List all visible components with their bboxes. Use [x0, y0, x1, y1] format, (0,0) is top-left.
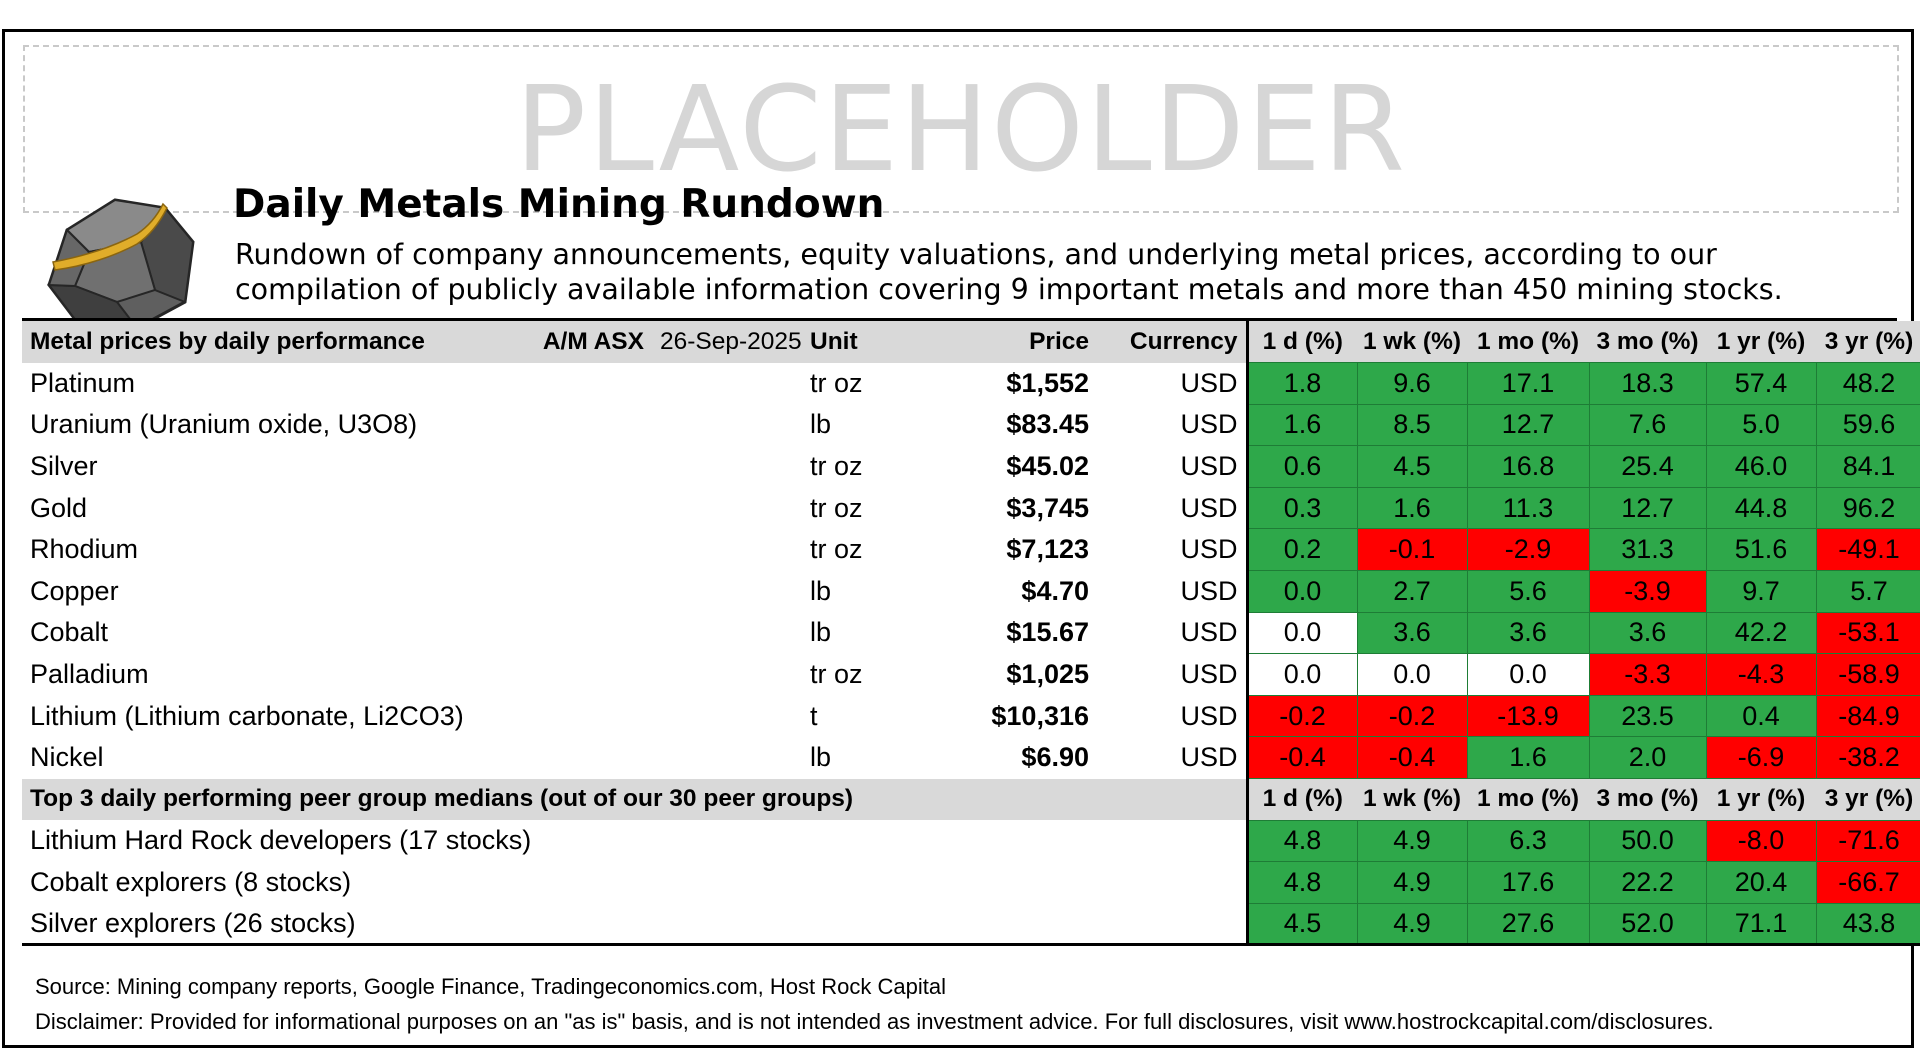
performance-cell: -0.4: [1247, 737, 1357, 779]
metal-row: [22, 654, 1920, 696]
performance-cell: 51.6: [1706, 529, 1816, 571]
metal-name: Nickel: [30, 742, 104, 773]
performance-cell: 4.8: [1247, 862, 1357, 904]
metal-price: $4.70: [1021, 575, 1089, 606]
performance-cell: 9.7: [1706, 571, 1816, 613]
peers-header-row: [22, 779, 1920, 821]
performance-cell: 44.8: [1706, 487, 1816, 529]
performance-cell: 22.2: [1589, 862, 1706, 904]
performance-cell: -0.2: [1247, 695, 1357, 737]
performance-cell: -4.3: [1706, 654, 1816, 696]
performance-cell: 12.7: [1589, 487, 1706, 529]
performance-cell: -66.7: [1816, 862, 1920, 904]
performance-cell: 0.2: [1247, 529, 1357, 571]
performance-cell: 59.6: [1816, 404, 1920, 446]
metal-currency: USD: [1180, 451, 1238, 482]
performance-cell: 50.0: [1589, 820, 1706, 862]
metal-price: $10,316: [991, 700, 1089, 731]
metal-name: Gold: [30, 492, 88, 523]
metal-unit: tr oz: [810, 367, 863, 398]
placeholder-text: PLACEHOLDER: [515, 60, 1407, 198]
peer-group-row: [22, 862, 1920, 904]
metal-price: $3,745: [1006, 492, 1089, 523]
performance-cell: 8.5: [1357, 404, 1467, 446]
metals-header-row: [22, 321, 1920, 363]
metals-table: [22, 321, 1920, 946]
metal-name: Rhodium: [30, 534, 139, 565]
peer-group-row: [22, 820, 1920, 862]
metal-name: Cobalt: [30, 617, 109, 648]
performance-cell: 5.7: [1816, 571, 1920, 613]
performance-cell: 16.8: [1467, 446, 1589, 488]
performance-cell: -38.2: [1816, 737, 1920, 779]
performance-cell: -0.2: [1357, 695, 1467, 737]
metal-name: Platinum: [30, 367, 136, 398]
performance-cell: 17.1: [1467, 363, 1589, 405]
metal-row: [22, 612, 1920, 654]
metal-unit: lb: [810, 575, 832, 606]
metal-price: $7,123: [1006, 534, 1089, 565]
metal-currency: USD: [1180, 367, 1238, 398]
metal-row: [22, 695, 1920, 737]
peer-group-name: Lithium Hard Rock developers (17 stocks): [30, 825, 532, 856]
page-subtitle: Rundown of company announcements, equity valuations, and underlying metal prices, according to our compilation of publicly available information covering 9 important metals and more than 450 mining stocks.: [235, 238, 1783, 306]
performance-cell: 11.3: [1467, 487, 1589, 529]
performance-cell: 5.0: [1706, 404, 1816, 446]
metal-currency: USD: [1180, 534, 1238, 565]
performance-cell: 48.2: [1816, 363, 1920, 405]
gold-vein-rock-icon: [45, 190, 195, 335]
metal-currency: USD: [1180, 575, 1238, 606]
performance-cell: 23.5: [1589, 695, 1706, 737]
performance-cell: 84.1: [1816, 446, 1920, 488]
metal-unit: t: [810, 700, 818, 731]
source-note: Source: Mining company reports, Google Finance, Tradingeconomics.com, Host Rock Capital: [35, 974, 946, 999]
metal-price: $1,025: [1006, 659, 1089, 690]
period-header: 3 mo (%): [1589, 321, 1706, 363]
performance-cell: 7.6: [1589, 404, 1706, 446]
performance-cell: 42.2: [1706, 612, 1816, 654]
metal-row: [22, 404, 1920, 446]
performance-cell: -49.1: [1816, 529, 1920, 571]
metal-unit: tr oz: [810, 492, 863, 523]
performance-cell: 2.0: [1589, 737, 1706, 779]
metal-unit: tr oz: [810, 534, 863, 565]
performance-cell: -8.0: [1706, 820, 1816, 862]
metal-currency: USD: [1180, 700, 1238, 731]
metal-unit: tr oz: [810, 659, 863, 690]
performance-cell: 4.5: [1357, 446, 1467, 488]
performance-cell: 4.5: [1247, 903, 1357, 945]
performance-cell: 27.6: [1467, 903, 1589, 945]
performance-cell: 0.0: [1467, 654, 1589, 696]
metal-currency: USD: [1180, 409, 1238, 440]
performance-cell: 96.2: [1816, 487, 1920, 529]
period-header: 1 yr (%): [1706, 779, 1816, 821]
period-header: 1 d (%): [1247, 321, 1357, 363]
period-header: 1 mo (%): [1467, 321, 1589, 363]
performance-cell: 6.3: [1467, 820, 1589, 862]
performance-cell: 4.8: [1247, 820, 1357, 862]
peer-group-name: Silver explorers (26 stocks): [22, 903, 1247, 945]
performance-cell: 0.0: [1247, 612, 1357, 654]
performance-cell: 3.6: [1589, 612, 1706, 654]
price-header: Price: [887, 321, 1097, 363]
performance-cell: 46.0: [1706, 446, 1816, 488]
metal-name: Uranium (Uranium oxide, U3O8): [30, 409, 418, 440]
metal-name: Silver: [30, 451, 98, 482]
performance-cell: 3.6: [1467, 612, 1589, 654]
metal-price: $45.02: [1006, 451, 1089, 482]
metal-name: Copper: [30, 575, 119, 606]
period-header: 3 yr (%): [1816, 321, 1920, 363]
unit-header: Unit: [802, 321, 887, 363]
metal-row: [22, 363, 1920, 405]
period-header: 1 yr (%): [1706, 321, 1816, 363]
metal-currency: USD: [1180, 742, 1238, 773]
metal-price: $6.90: [1021, 742, 1089, 773]
performance-cell: 52.0: [1589, 903, 1706, 945]
performance-cell: -3.3: [1589, 654, 1706, 696]
performance-cell: 4.9: [1357, 903, 1467, 945]
performance-cell: 5.6: [1467, 571, 1589, 613]
peers-section-title: Top 3 daily performing peer group medians (out of our 30 peer groups): [22, 779, 1247, 821]
metal-price: $15.67: [1006, 617, 1089, 648]
metal-unit: tr oz: [810, 451, 863, 482]
metal-row: [22, 529, 1920, 571]
metal-price: $1,552: [1006, 367, 1089, 398]
performance-cell: 3.6: [1357, 612, 1467, 654]
section-title: Metal prices by daily performance: [22, 321, 512, 363]
exchange-label: A/M ASX: [512, 321, 652, 363]
disclaimer-note: Disclaimer: Provided for informational purposes on an "as is" basis, and is not intended as investment advice. For full disclosures, visit www.hostrockcapital.com/disclosures.: [35, 1009, 1714, 1034]
performance-cell: -71.6: [1816, 820, 1920, 862]
metal-row: [22, 446, 1920, 488]
performance-cell: -84.9: [1816, 695, 1920, 737]
peer-group-name: Cobalt explorers (8 stocks): [30, 867, 352, 898]
performance-cell: 0.0: [1357, 654, 1467, 696]
metal-currency: USD: [1180, 659, 1238, 690]
performance-cell: 1.8: [1247, 363, 1357, 405]
performance-cell: -53.1: [1816, 612, 1920, 654]
metals-table-container: [22, 318, 1914, 946]
performance-cell: 0.4: [1706, 695, 1816, 737]
performance-cell: 17.6: [1467, 862, 1589, 904]
metal-row: [22, 571, 1920, 613]
performance-cell: 18.3: [1589, 363, 1706, 405]
performance-cell: 9.6: [1357, 363, 1467, 405]
performance-cell: 43.8: [1816, 903, 1920, 945]
performance-cell: -0.4: [1357, 737, 1467, 779]
performance-cell: 20.4: [1706, 862, 1816, 904]
metal-row: [22, 487, 1920, 529]
period-header: 3 mo (%): [1589, 779, 1706, 821]
period-header: 3 yr (%): [1816, 779, 1920, 821]
performance-cell: -13.9: [1467, 695, 1589, 737]
performance-cell: 0.0: [1247, 571, 1357, 613]
performance-cell: -6.9: [1706, 737, 1816, 779]
performance-cell: -0.1: [1357, 529, 1467, 571]
metal-row: [22, 737, 1920, 779]
metal-currency: USD: [1180, 617, 1238, 648]
metal-name: Palladium: [30, 659, 149, 690]
metal-currency: USD: [1180, 492, 1238, 523]
report-date: 26-Sep-2025: [652, 321, 802, 363]
performance-cell: 4.9: [1357, 862, 1467, 904]
metal-name: Lithium (Lithium carbonate, Li2CO3): [30, 700, 464, 731]
performance-cell: 12.7: [1467, 404, 1589, 446]
performance-cell: -58.9: [1816, 654, 1920, 696]
period-header: 1 d (%): [1247, 779, 1357, 821]
page-title: Daily Metals Mining Rundown: [233, 182, 885, 227]
performance-cell: 0.0: [1247, 654, 1357, 696]
performance-cell: 57.4: [1706, 363, 1816, 405]
metal-price: $83.45: [1006, 409, 1089, 440]
performance-cell: 0.3: [1247, 487, 1357, 529]
performance-cell: -3.9: [1589, 571, 1706, 613]
period-header: 1 mo (%): [1467, 779, 1589, 821]
performance-cell: 1.6: [1357, 487, 1467, 529]
peer-group-row: [22, 903, 1920, 945]
performance-cell: 31.3: [1589, 529, 1706, 571]
currency-header: Currency: [1097, 321, 1247, 363]
performance-cell: 0.6: [1247, 446, 1357, 488]
performance-cell: -2.9: [1467, 529, 1589, 571]
metal-unit: lb: [810, 409, 832, 440]
metal-unit: lb: [810, 617, 832, 648]
period-header: 1 wk (%): [1357, 321, 1467, 363]
performance-cell: 4.9: [1357, 820, 1467, 862]
metal-unit: lb: [810, 742, 832, 773]
performance-cell: 2.7: [1357, 571, 1467, 613]
performance-cell: 71.1: [1706, 903, 1816, 945]
performance-cell: 1.6: [1247, 404, 1357, 446]
performance-cell: 25.4: [1589, 446, 1706, 488]
period-header: 1 wk (%): [1357, 779, 1467, 821]
performance-cell: 1.6: [1467, 737, 1589, 779]
